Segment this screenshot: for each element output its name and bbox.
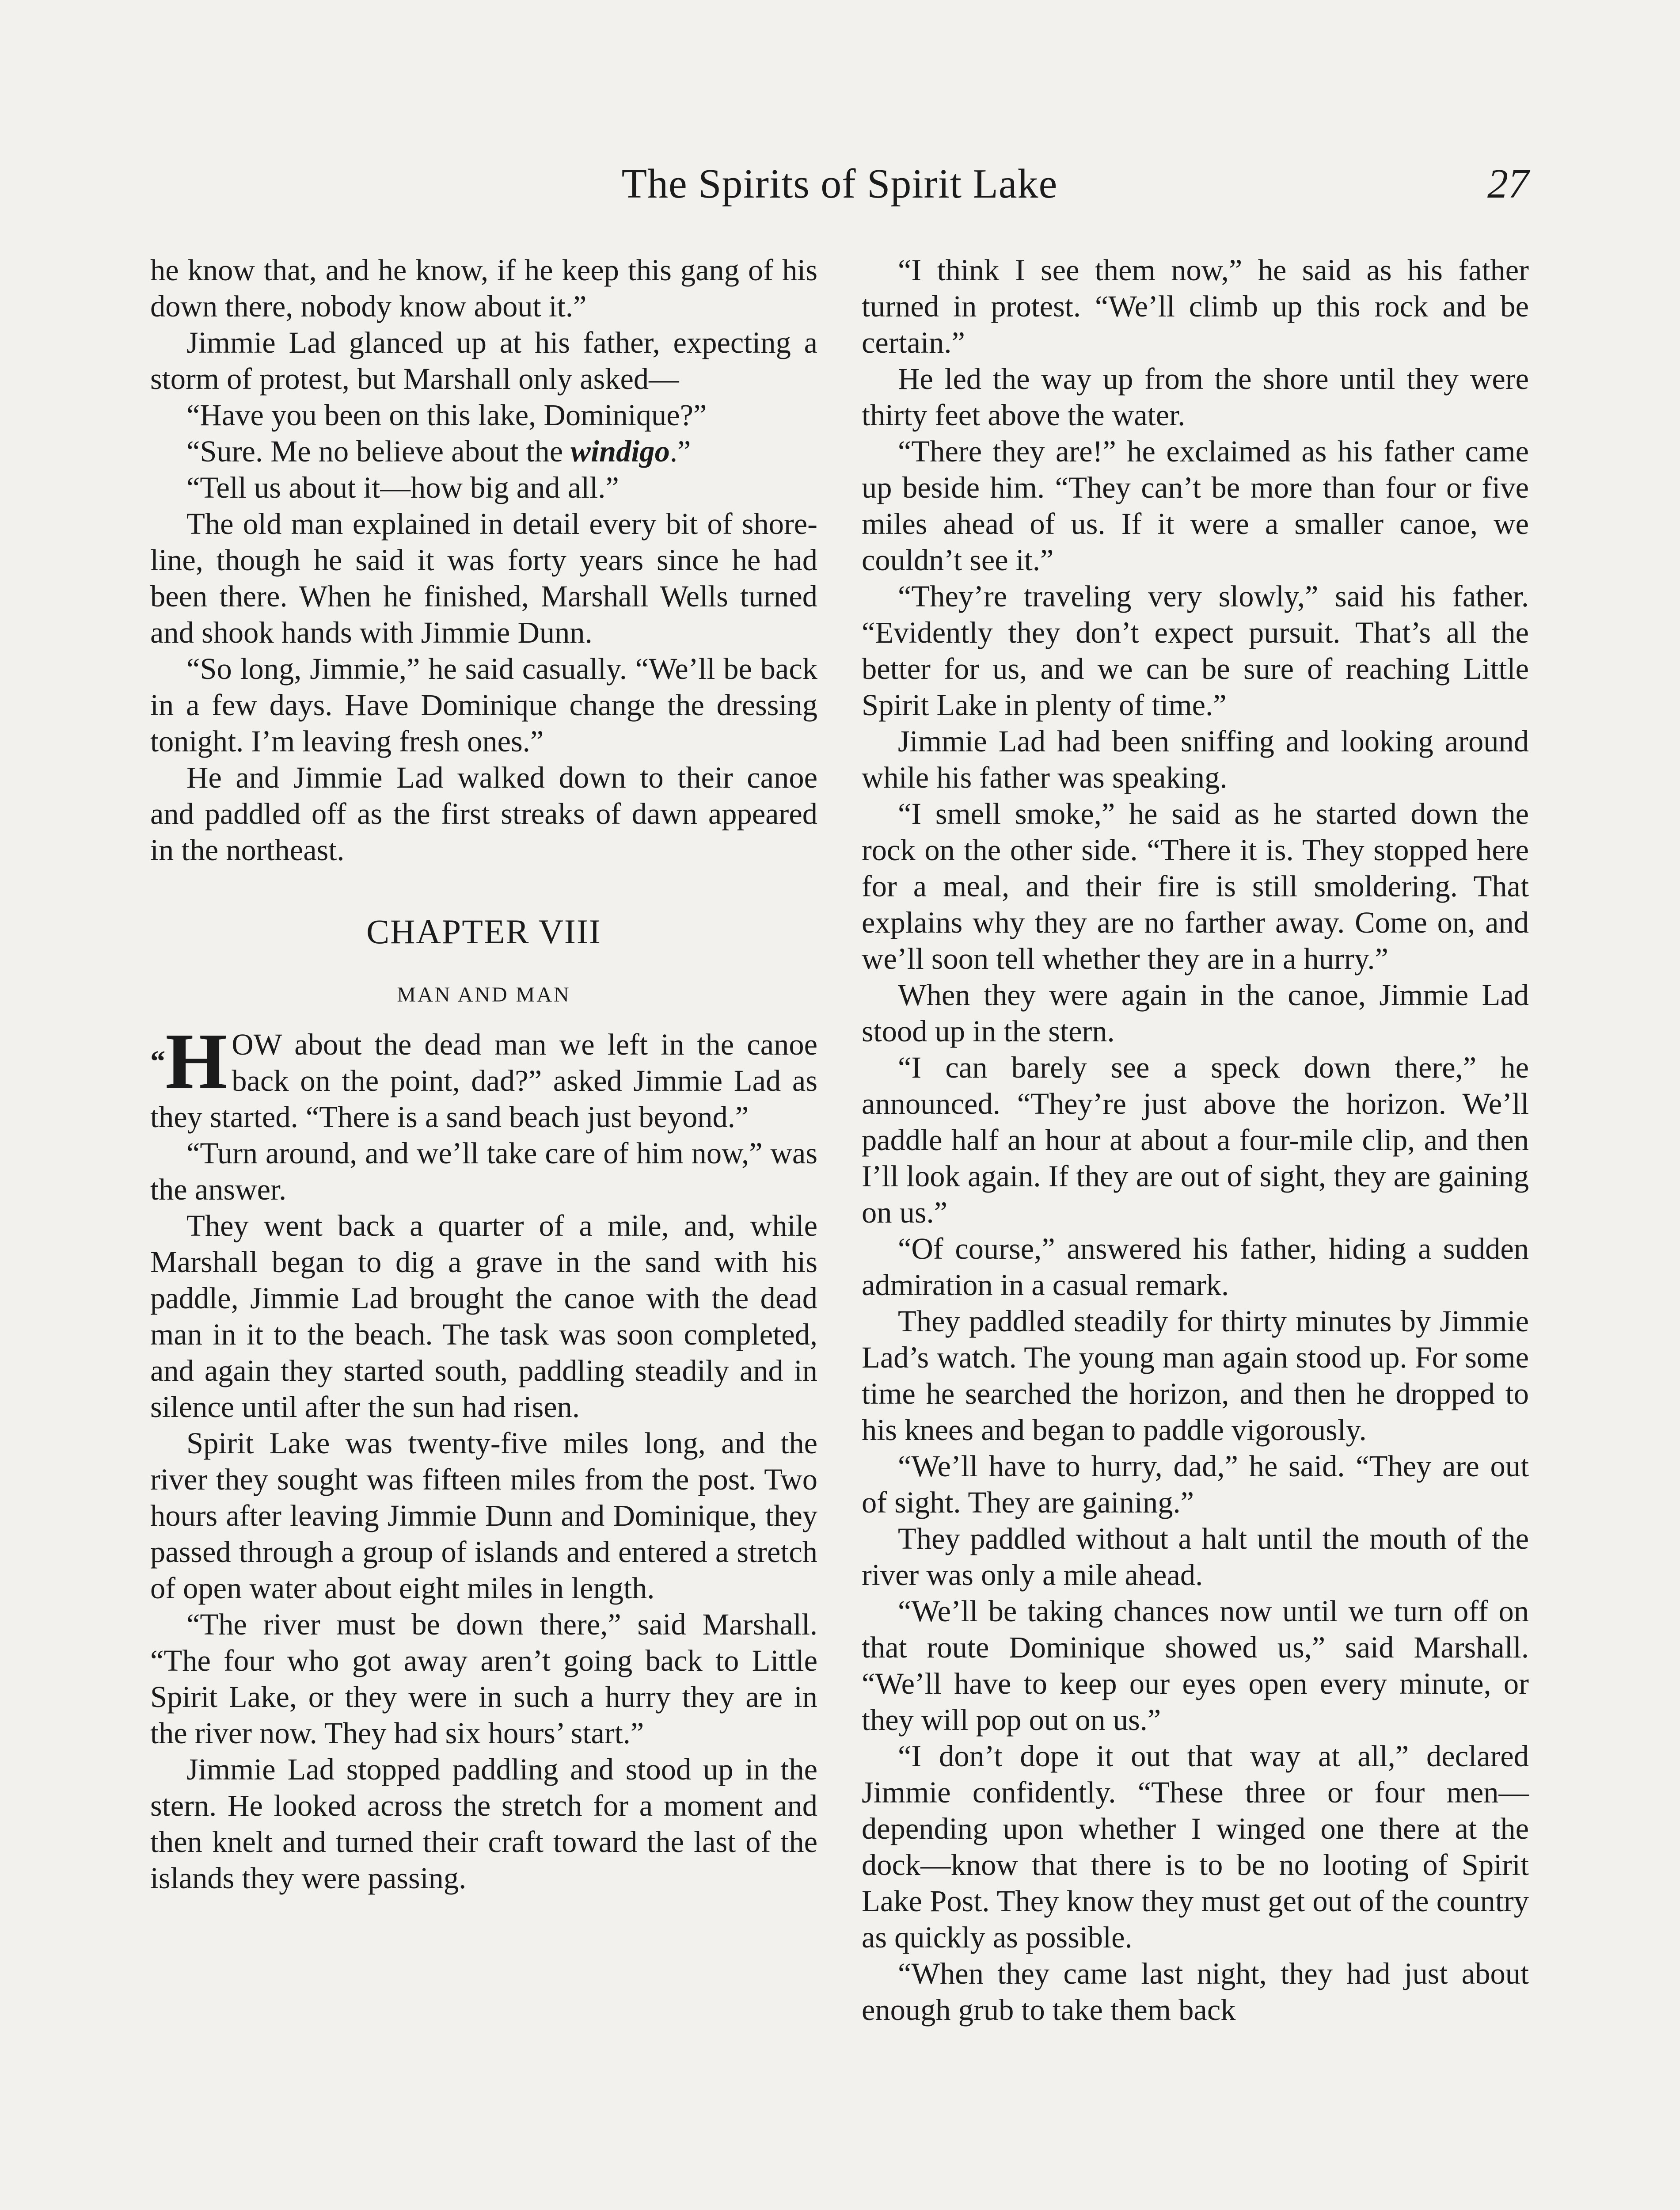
opening-quote: “ bbox=[150, 1044, 166, 1078]
left-column bbox=[150, 252, 817, 1896]
paragraph: “I smell smoke,” he said as he started down the rock on the other side. “There it is. They stopped here for a meal, and their fire is still smoldering. That explains why they are no farther away. Come on, and we’ll soon tell whether they are in a hurry.” bbox=[862, 797, 1529, 975]
right-column bbox=[862, 252, 1529, 2028]
paragraph: “Of course,” answered his father, hiding a sudden admiration in a casual remark. bbox=[862, 1232, 1529, 1302]
chapter-title-block bbox=[150, 911, 817, 1010]
paragraph: When they were again in the canoe, Jimmie Lad stood up in the stern. bbox=[862, 978, 1529, 1048]
paragraph: “We’ll be taking chances now until we turn off on that route Dominique showed us,” said Marshall. “We’ll have to keep our eyes open every minute, or they will pop out on us.” bbox=[862, 1594, 1529, 1737]
drop-cap bbox=[150, 1017, 228, 1105]
paragraph: The old man explained in detail every bit of shore-line, though he said it was forty years since he had been there. When he finished, Marshall Wells turned and shook hands with Jimmie Dunn. bbox=[150, 507, 817, 649]
running-title: The Spirits of Spirit Lake bbox=[621, 161, 1058, 207]
italic-word: windigo bbox=[570, 434, 670, 468]
paragraph: Jimmie Lad stopped paddling and stood up in the stern. He looked across the stretch for a moment and then knelt and turned their craft toward the last of the islands they were passing. bbox=[150, 1753, 817, 1895]
paragraph: “They’re traveling very slowly,” said his father. “Evidently they don’t expect pursuit. That’s all the better for us, and we can be sure of reaching Little Spirit Lake in plenty of time.” bbox=[862, 579, 1529, 722]
page-header bbox=[150, 160, 1529, 213]
paragraph-tail: .” bbox=[669, 434, 691, 468]
paragraph: “The river must be down there,” said Marshall. “The four who got away aren’t going back to Little Spirit Lake, or they were in such a hurry they are in the river now. They had six hours’ start.” bbox=[150, 1608, 817, 1750]
paragraph: “I think I see them now,” he said as his father turned in protest. “We’ll climb up this rock and be certain.” bbox=[862, 253, 1529, 359]
paragraph: “We’ll have to hurry, dad,” he said. “They are out of sight. They are gaining.” bbox=[862, 1449, 1529, 1519]
paragraph: “There they are!” he exclaimed as his father came up beside him. “They can’t be more than four or five miles ahead of us. If it were a smaller canoe, we couldn’t see it.” bbox=[862, 434, 1529, 577]
paragraph-text: “Sure. Me no believe about the bbox=[186, 434, 571, 468]
paragraph: Jimmie Lad had been sniffing and looking around while his father was speaking. bbox=[862, 724, 1529, 794]
paragraph: He led the way up from the shore until they were thirty feet above the water. bbox=[862, 362, 1529, 432]
chapter-subtitle: MAN AND MAN bbox=[397, 983, 571, 1006]
paragraph: They paddled without a halt until the mouth of the river was only a mile ahead. bbox=[862, 1522, 1529, 1592]
paragraph: “When they came last night, they had just about enough grub to take them back bbox=[862, 1957, 1529, 2027]
paragraph bbox=[150, 433, 817, 469]
opening-paragraph-text: OW about the dead man we left in the canoe back on the point, dad?” asked Jimmie Lad as they started. “There is a sand beach just beyond.” bbox=[150, 1028, 817, 1134]
paragraph: He and Jimmie Lad walked down to their canoe and paddled off as the first streaks of dawn appeared in the northeast. bbox=[150, 761, 817, 867]
paragraph: “I can barely see a speck down there,” he announced. “They’re just above the horizon. We’ll paddle half an hour at about a four-mile clip, and then I’ll look again. If they are out of sight, they are gaining on us.” bbox=[862, 1051, 1529, 1229]
paragraph: They went back a quarter of a mile, and, while Marshall began to dig a grave in the sand with his paddle, Jimmie Lad brought the canoe with the dead man in it to the beach. The task was soon completed, and again they started south, paddling steadily and in silence until after the sun had risen. bbox=[150, 1209, 817, 1424]
paragraph: “I don’t dope it out that way at all,” declared Jimmie confidently. “These three or four men—depending upon whether I winged one there at the dock—know that there is to be no looting of Spirit Lake Post. They know they must get out of the country as quickly as possible. bbox=[862, 1739, 1529, 1954]
paragraph: “So long, Jimmie,” he said casually. “We’ll be back in a few days. Have Dominique change the dressing tonight. I’m leaving fresh ones.” bbox=[150, 652, 817, 758]
paragraph: “Turn around, and we’ll take care of him now,” was the answer. bbox=[150, 1136, 817, 1206]
paragraph: They paddled steadily for thirty minutes by Jimmie Lad’s watch. The young man again stood up. For some time he searched the horizon, and then he dropped to his knees and began to paddle vigorously. bbox=[862, 1304, 1529, 1447]
drop-cap-letter: H bbox=[165, 1017, 228, 1105]
paragraph: Spirit Lake was twenty-five miles long, and the river they sought was fifteen miles from the post. Two hours after leaving Jimmie Dunn and Dominique, they passed through a group of islands and entered a stretch of open water about eight miles in length. bbox=[150, 1426, 817, 1605]
paragraph: “Tell us about it—how big and all.” bbox=[186, 471, 619, 504]
paragraph: Jimmie Lad glanced up at his father, expecting a storm of protest, but Marshall only asked— bbox=[150, 326, 817, 396]
paragraph: he know that, and he know, if he keep this gang of his down there, nobody know about it.” bbox=[150, 253, 817, 323]
paragraph: “Have you been on this lake, Dominique?” bbox=[186, 398, 707, 432]
opening-paragraph bbox=[150, 1017, 817, 1135]
page-number: 27 bbox=[1487, 161, 1529, 207]
chapter-heading: CHAPTER VIII bbox=[366, 912, 601, 951]
